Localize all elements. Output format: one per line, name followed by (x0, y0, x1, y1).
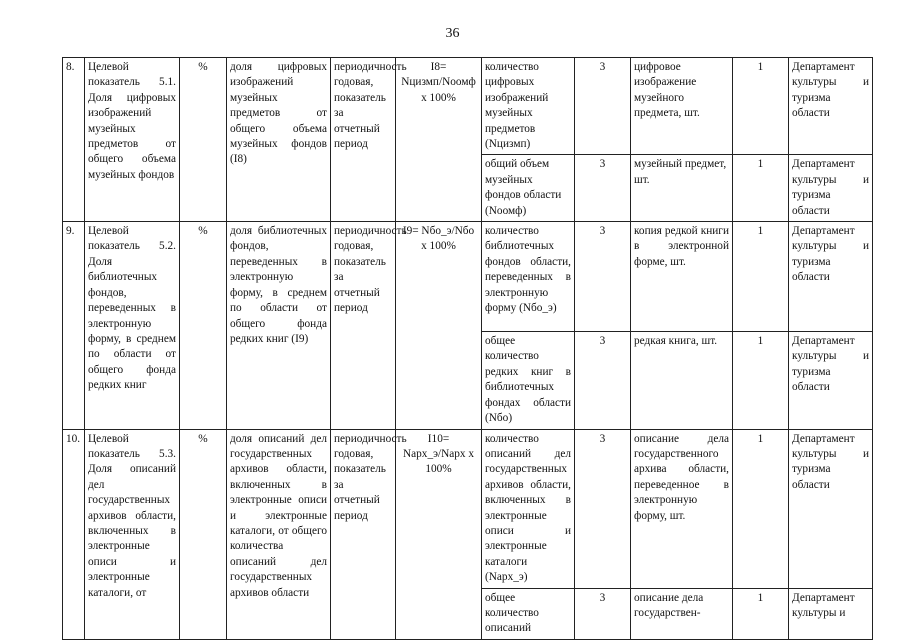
base-indicator: общий объем музейных фондов области (Nоомф) (482, 155, 575, 222)
method-code: 3 (575, 429, 631, 588)
responsible: Департамент культуры и туризма области (789, 155, 873, 222)
responsible: Департамент культуры и туризма области (789, 222, 873, 332)
source-code: 1 (733, 429, 789, 588)
page-number: 36 (445, 26, 460, 41)
source-code: 1 (733, 155, 789, 222)
method-code: 3 (575, 58, 631, 155)
unit-cell: % (180, 429, 227, 639)
responsible: Департамент культуры и (789, 588, 873, 639)
source-code: 1 (733, 58, 789, 155)
unit-cell: % (180, 222, 227, 429)
base-indicator: количество цифровых изображений музейных предметов (Nцизмп) (482, 58, 575, 155)
source-code: 1 (733, 222, 789, 332)
formula: I8= Nцизмп/Nоомф x 100% (396, 58, 482, 222)
periodicity: периодичность годовая, показатель за отчетный период (331, 58, 396, 222)
base-unit: цифровое изображение музейного предмета, шт. (631, 58, 733, 155)
unit-cell: % (180, 58, 227, 222)
responsible: Департамент культуры и туризма области (789, 58, 873, 155)
indicator-name: Целевой показатель 5.1. Доля цифровых изображений музейных предметов от общего объема музейных фондов (85, 58, 180, 222)
periodicity: периодичность годовая, показатель за отчетный период (331, 222, 396, 429)
base-unit: редкая книга, шт. (631, 332, 733, 429)
method-code: 3 (575, 155, 631, 222)
responsible: Департамент культуры и туризма области (789, 332, 873, 429)
base-indicator: количество библиотечных фондов области, переведенных в электронную форму (Nбо_э) (482, 222, 575, 332)
base-indicator: общее количество редких книг в библиотечных фондах области (Nбо) (482, 332, 575, 429)
formula: I10= Nарх_э/Nарх x 100% (396, 429, 482, 639)
method-code: 3 (575, 222, 631, 332)
indicator-definition: доля цифровых изображений музейных предметов от общего объема музейных фондов (I8) (227, 58, 331, 222)
indicator-table (62, 57, 873, 640)
base-indicator: общее количество описаний (482, 588, 575, 639)
indicator-definition: доля описаний дел государственных архивов области, включенных в электронные описи и электронные каталоги, от общего количества описаний дел государственных архивов области (227, 429, 331, 639)
indicator-name: Целевой показатель 5.3. Доля описаний дел государственных архивов области, включенных в электронные описи и электронные каталоги, от (85, 429, 180, 639)
row-number: 9. (63, 222, 85, 429)
source-code: 1 (733, 588, 789, 639)
formula: I9= Nбо_э/Nбо x 100% (396, 222, 482, 429)
base-indicator: количество описаний дел государственных архивов области, включенных в электронные описи и электронные каталоги (Nарх_э) (482, 429, 575, 588)
base-unit: описание дела государственного архива области, переведенное в электронную форму, шт. (631, 429, 733, 588)
table-row (63, 58, 873, 155)
indicator-definition: доля библиотечных фондов, переведенных в электронную форму, в среднем по области от общего фонда редких книг (I9) (227, 222, 331, 429)
row-number: 8. (63, 58, 85, 222)
base-unit: описание дела государствен- (631, 588, 733, 639)
table-row (63, 429, 873, 588)
periodicity: периодичность годовая, показатель за отчетный период (331, 429, 396, 639)
table-row (63, 222, 873, 332)
indicator-name: Целевой показатель 5.2. Доля библиотечных фондов, переведенных в электронную форму, в среднем по области от общего фонда редких книг (85, 222, 180, 429)
method-code: 3 (575, 332, 631, 429)
row-number: 10. (63, 429, 85, 639)
base-unit: копия редкой книги в электронной форме, шт. (631, 222, 733, 332)
responsible: Департамент культуры и туризма области (789, 429, 873, 588)
method-code: 3 (575, 588, 631, 639)
source-code: 1 (733, 332, 789, 429)
base-unit: музейный предмет, шт. (631, 155, 733, 222)
